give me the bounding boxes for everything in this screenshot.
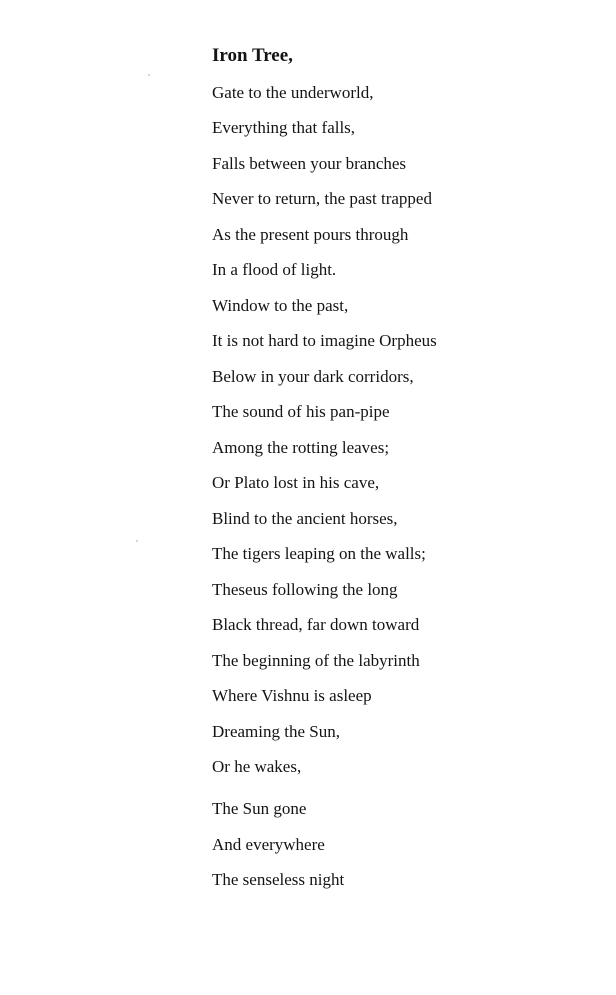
poem-line-16: Black thread, far down toward (212, 615, 420, 634)
poem-line-20: Or he wakes, (212, 757, 302, 776)
scan-speck (136, 540, 138, 542)
poem-line-14: The tigers leaping on the walls; (212, 544, 426, 563)
poem-line-23: The senseless night (212, 870, 345, 889)
poem-line-18: Where Vishnu is asleep (212, 686, 372, 705)
poem-line-17: The beginning of the labyrinth (212, 651, 420, 670)
poem-line-21: The Sun gone (212, 799, 307, 818)
poem-line-5: As the present pours through (212, 225, 409, 244)
poem-line-11: Among the rotting leaves; (212, 438, 390, 457)
poem-line-19: Dreaming the Sun, (212, 722, 340, 741)
poem-line-6: In a flood of light. (212, 260, 337, 279)
poem-line-7: Window to the past, (212, 296, 349, 315)
poem-title: Iron Tree, (212, 45, 293, 66)
poem-line-13: Blind to the ancient horses, (212, 509, 398, 528)
poem-line-12: Or Plato lost in his cave, (212, 473, 380, 492)
scan-speck (148, 74, 150, 76)
poem-line-8: It is not hard to imagine Orpheus (212, 331, 437, 350)
poem-line-3: Falls between your branches (212, 154, 407, 173)
poem-line-1: Gate to the underworld, (212, 83, 374, 102)
poem-line-15: Theseus following the long (212, 580, 398, 599)
poem-line-10: The sound of his pan-pipe (212, 402, 390, 421)
poem-line-9: Below in your dark corridors, (212, 367, 414, 386)
poem-line-2: Everything that falls, (212, 118, 356, 137)
poem-line-22: And everywhere (212, 835, 325, 854)
poem-line-4: Never to return, the past trapped (212, 189, 432, 208)
